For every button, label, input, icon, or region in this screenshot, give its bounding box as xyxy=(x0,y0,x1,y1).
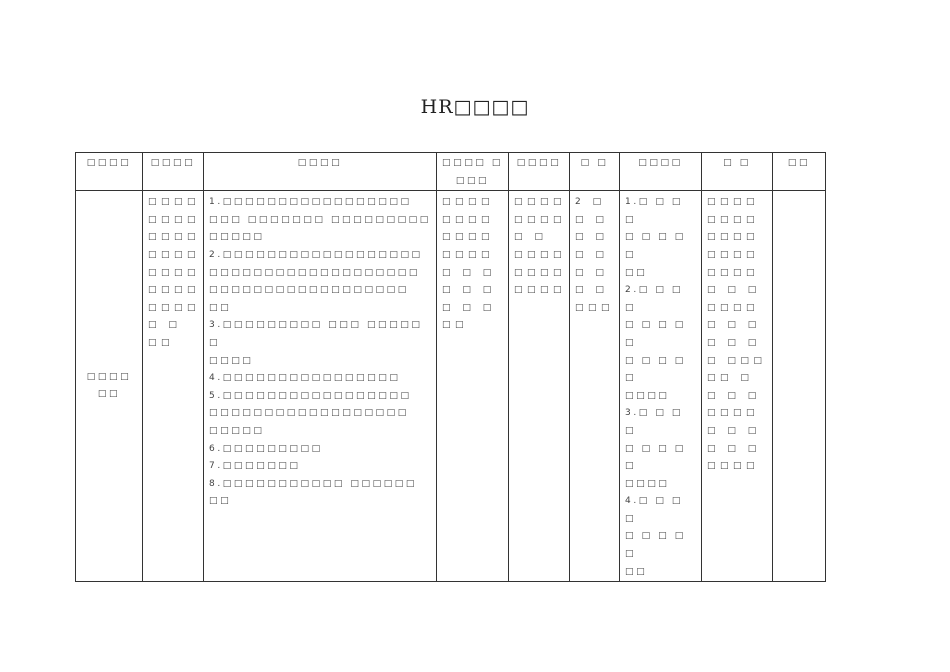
cell-text: □□□□□□□□□□□□□□□□□ □ □ □ □ □ □ □ □ □□ xyxy=(442,197,496,331)
cell-lines xyxy=(204,191,436,511)
table-cell-col2 xyxy=(143,191,204,582)
document-title: HR□□□□ xyxy=(420,96,530,118)
header-cell: □□□□ xyxy=(204,153,437,191)
table-cell-col3 xyxy=(204,191,437,582)
cell-line: 5.□□□□□□□□□□□□□□□□□ xyxy=(209,390,412,401)
cell-line: □□□□□□□□□□□□□□□□□□ xyxy=(209,408,409,419)
cell-line: □ □ □ □ □ xyxy=(625,443,686,472)
cell-line: □□□□ xyxy=(625,478,670,489)
cell-line: □ □ □ □ □ xyxy=(625,320,686,348)
cell-line: □□□ □□□□□□□ □□□□□□□□□ xyxy=(209,214,431,225)
table-header-row xyxy=(76,153,826,191)
cell-line: 4.□□□□□□□□□□□□□□□□ xyxy=(209,373,401,384)
cell-line: 8.□□□□□□□□□□□ □□□□□□ xyxy=(209,478,418,489)
header-cell: □□□□ xyxy=(509,153,570,191)
cell-text: □□□□ □□ xyxy=(86,371,132,400)
table-cell-col6 xyxy=(570,191,620,582)
cell-text: □□□□□□□□□ □ □□□□□□□□□□□□ xyxy=(514,197,567,296)
header-cell: □ □ xyxy=(702,153,773,191)
header-cell: □□□□ □□□□ xyxy=(437,153,509,191)
cell-line: 1.□□□□□□□□□□□□□□□□□ xyxy=(209,197,412,208)
header-cell: □□□□ xyxy=(143,153,204,191)
cell-text: 2 □ □ □ □ □ □ □ □ □ □ □□□□ xyxy=(575,197,615,313)
cell-line: 3.□□□□□□□□□ □□□ □□□□□□ xyxy=(209,320,423,348)
cell-line: □□□□□ xyxy=(209,425,265,436)
table-cell-col1 xyxy=(76,191,143,582)
cell-line: 6.□□□□□□□□□ xyxy=(209,443,323,454)
cell-line: □□□□ xyxy=(209,355,254,366)
table-cell-col5 xyxy=(509,191,570,582)
cell-line: □□ xyxy=(209,302,232,313)
cell-line: 4.□ □ □ □ xyxy=(625,496,684,524)
cell-line: 2.□□□□□□□□□□□□□□□□□□ xyxy=(209,249,423,260)
table-row xyxy=(76,191,826,582)
cell-line: 2.□ □ □ □ xyxy=(625,285,684,313)
table-cell-col4 xyxy=(437,191,509,582)
cell-lines xyxy=(620,191,701,581)
header-cell: □□□□ xyxy=(76,153,143,191)
cell-line: □ □ □ □ □ xyxy=(625,232,686,260)
cell-line: 3.□ □ □ □ xyxy=(625,408,684,436)
header-cell: □□□□ xyxy=(620,153,702,191)
cell-line: 1.□ □ □ □ xyxy=(625,197,684,225)
cell-line: □□ xyxy=(625,566,648,577)
cell-line: □ □ □ □ □ xyxy=(625,531,686,560)
cell-line: □ □ □ □ □ xyxy=(625,355,686,384)
table-cell-col9 xyxy=(773,191,826,582)
cell-line: □□□□□□□□□□□□□□□□□□ xyxy=(209,285,409,296)
cell-line: □□□□ xyxy=(625,390,670,401)
cell-line: 7.□□□□□□□ xyxy=(209,461,301,472)
cell-line: □□ xyxy=(209,496,232,507)
cell-line: □□□□□□□□□□□□□□□□□□□ xyxy=(209,267,420,278)
cell-line: □□ xyxy=(625,267,648,278)
cell-text: □□□□□□□□□□□□□□□□□□□□ □ □ □ □□□□□ □ □ □ □ □ □ □□□□□ □ □ □ □□□□□ □ □ □ □ □ □ □□□□ xyxy=(707,197,767,472)
cell-text xyxy=(773,191,825,194)
cell-text: □□□□□□□□□□□□□□□□□□□□□□□□□□□□ □ □ □□ xyxy=(148,197,201,348)
header-cell: □ □ xyxy=(570,153,620,191)
header-cell: □□ xyxy=(773,153,826,191)
table-cell-col7 xyxy=(620,191,702,582)
cell-line: □□□□□ xyxy=(209,232,265,243)
hr-table xyxy=(75,152,826,582)
table-cell-col8 xyxy=(702,191,773,582)
